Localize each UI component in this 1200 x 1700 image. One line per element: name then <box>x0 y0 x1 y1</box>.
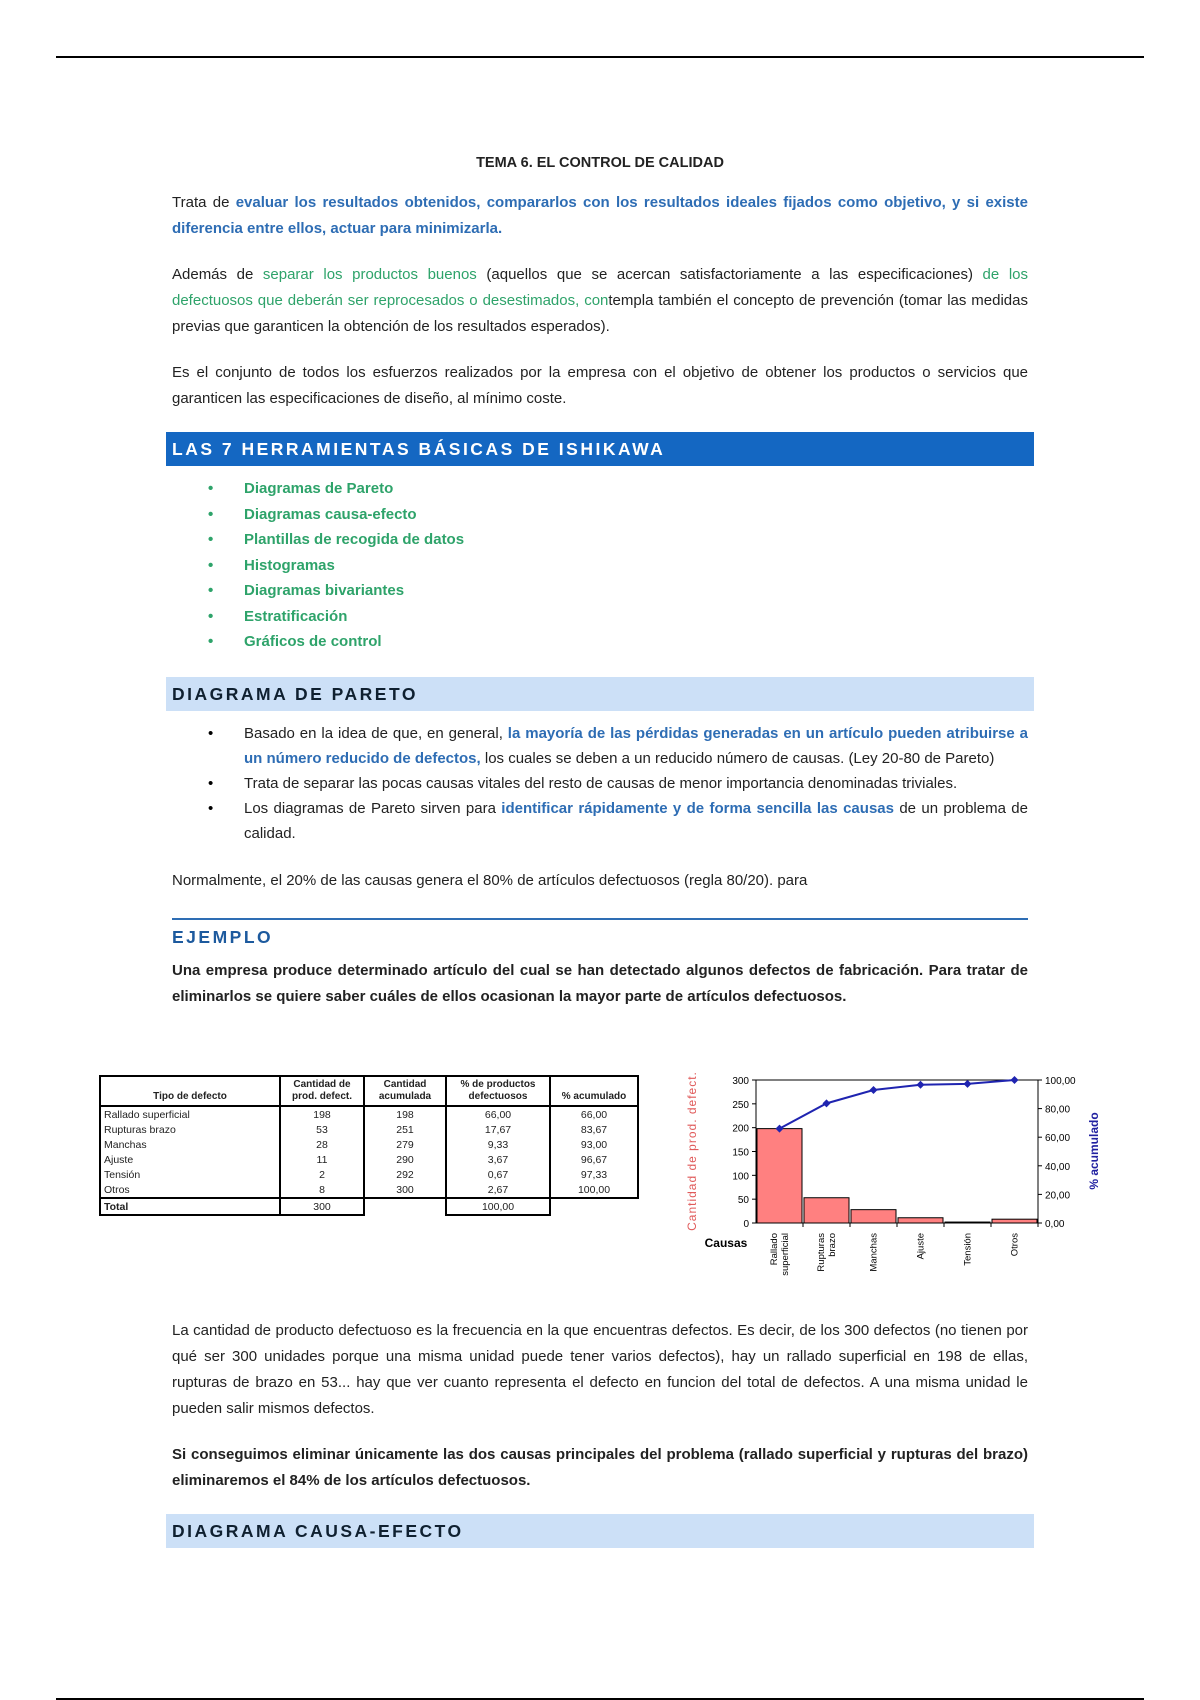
cumulative-line <box>780 1080 1015 1129</box>
cell: 198 <box>280 1106 364 1122</box>
bar <box>851 1210 896 1223</box>
ejemplo-text: Una empresa produce determinado artículo del cual se han detectado algunos defectos de fabricación. Para tratar de eliminarlos se quiere saber cuáles de ellos ocasionan la mayor parte de artículos defectuosos. <box>172 961 1028 1005</box>
y-tick-label: 200 <box>732 1123 749 1135</box>
text: Los diagramas de Pareto sirven para <box>244 799 502 817</box>
table-row <box>100 1137 638 1152</box>
cell: 17,67 <box>446 1122 550 1137</box>
defect-table <box>99 1075 639 1216</box>
y2-tick-label: 20,00 <box>1045 1190 1071 1202</box>
cell: 100,00 <box>550 1182 638 1198</box>
cell <box>364 1198 446 1215</box>
cell <box>550 1198 638 1215</box>
table-row <box>100 1152 638 1167</box>
section-heading-tools: LAS 7 HERRAMIENTAS BÁSICAS DE ISHIKAWA <box>166 432 1034 466</box>
y-tick-label: 150 <box>732 1147 749 1159</box>
cell: Tensión <box>100 1167 280 1182</box>
cell: 290 <box>364 1152 446 1167</box>
cumulative-point <box>870 1086 878 1094</box>
list-item: • Diagramas de Pareto <box>244 476 1028 502</box>
table-row <box>100 1182 638 1198</box>
list-item: • Gráficos de control <box>244 629 1028 655</box>
x-tick-label: Ajuste <box>915 1233 927 1260</box>
defect-table-wrap <box>99 1075 639 1216</box>
cell: 3,67 <box>446 1152 550 1167</box>
cell: 96,67 <box>550 1152 638 1167</box>
col-header: Cantidad de prod. defect. <box>280 1076 364 1106</box>
conclusion-block <box>172 1318 1028 1558</box>
list-item: • Plantillas de recogida de datos <box>244 527 1028 553</box>
conclusion-paragraph-2: Si conseguimos eliminar únicamente las dos causas principales del problema (rallado superficial y rupturas del brazo) eliminaremos el 84% de los artículos defectuosos. <box>172 1446 1028 1489</box>
highlight-text: separar los productos buenos <box>262 266 477 283</box>
highlight-text: la mayoría de las pérdidas generadas en un artículo pueden atribuirse a un número reducido de defectos, <box>244 724 1029 767</box>
cell: Total <box>100 1198 280 1215</box>
cumulative-point <box>917 1081 925 1089</box>
cell: 66,00 <box>550 1106 638 1122</box>
y2-axis-label: % acumulado <box>1087 1112 1101 1190</box>
y-tick-label: 300 <box>732 1076 749 1087</box>
conclusion-paragraph-1: La cantidad de producto defectuoso es la frecuencia en la que encuentras defectos. Es decir, de los 300 defectos (no tienen por qué ser 300 unidades porque una misma unidad puede tener varios defectos), hay un rallado superficial en 198 de ellas, rupturas de brazo en 53... hay que ver cuanto representa el defecto en funcion del total de defectos. A una misma unidad le pueden salir mismos defectos. <box>172 1322 1028 1417</box>
cell: 9,33 <box>446 1137 550 1152</box>
list-item: • Diagramas causa-efecto <box>244 502 1028 528</box>
y-tick-label: 50 <box>737 1195 749 1207</box>
cell: 251 <box>364 1122 446 1137</box>
cell: 53 <box>280 1122 364 1137</box>
ejemplo-heading: EJEMPLO <box>172 918 1028 950</box>
y-tick-label: 100 <box>732 1171 749 1183</box>
y-axis-label: Cantidad de prod. defect. <box>685 1071 699 1231</box>
cell: Rupturas brazo <box>100 1122 280 1137</box>
bar <box>945 1222 990 1223</box>
x-tick-label: brazo <box>827 1233 838 1257</box>
cell: 300 <box>364 1182 446 1198</box>
list-item <box>244 721 1028 771</box>
x-tick-label: Rallado <box>769 1233 780 1266</box>
cell: 93,00 <box>550 1137 638 1152</box>
text: de un problema de calidad. <box>244 799 1028 842</box>
list-item: • Diagramas bivariantes <box>244 578 1028 604</box>
cumulative-point <box>823 1099 831 1107</box>
section-heading-causa-efecto: DIAGRAMA CAUSA-EFECTO <box>166 1514 1034 1548</box>
header-rule <box>56 56 1144 58</box>
y2-tick-label: 100,00 <box>1045 1076 1076 1087</box>
list-item: • Trata de separar las pocas causas vitales del resto de causas de menor importancia denominadas triviales. <box>244 771 1028 796</box>
col-header: Cantidad acumulada <box>364 1076 446 1106</box>
cumulative-point <box>964 1080 972 1088</box>
x-axis-label: Causas <box>704 1236 748 1250</box>
cell: 198 <box>364 1106 446 1122</box>
col-header: Tipo de defecto <box>100 1076 280 1106</box>
highlight-text: identificar rápidamente y de forma sencilla las causas <box>501 799 894 817</box>
cell: 97,33 <box>550 1167 638 1182</box>
x-tick-label: Rupturas <box>816 1233 827 1272</box>
cell: Rallado superficial <box>100 1106 280 1122</box>
highlight-text: de los defectuosos que deberán ser reprocesados o desestimados, con <box>172 266 1028 309</box>
pareto-normal-text: Normalmente, el 20% de las causas genera el 80% de artículos defectuosos (regla 80/20). para <box>172 871 808 889</box>
x-tick-label: Otros <box>1009 1233 1021 1257</box>
bar <box>804 1198 849 1223</box>
cell: 0,67 <box>446 1167 550 1182</box>
intro-paragraph-2 <box>172 262 1028 340</box>
table-header-row <box>100 1076 638 1106</box>
pareto-chart <box>680 1065 1120 1295</box>
x-tick-label: Tensión <box>962 1233 974 1266</box>
cell: 300 <box>280 1198 364 1215</box>
text: Además de <box>172 266 263 283</box>
text: templa también el concepto de prevención (tomar las medidas previas que garanticen la obtención de los resultados esperados). <box>172 292 1028 335</box>
pareto-bullets <box>172 721 1028 846</box>
cumulative-point <box>1011 1076 1019 1084</box>
cell: 2,67 <box>446 1182 550 1198</box>
y-tick-label: 250 <box>732 1099 749 1111</box>
col-header: % acumulado <box>550 1076 638 1106</box>
text: los cuales se deben a un reducido número de causas. (Ley 20-80 de Pareto) <box>480 749 995 767</box>
table-row <box>100 1122 638 1137</box>
cell: 8 <box>280 1182 364 1198</box>
cell: 83,67 <box>550 1122 638 1137</box>
y2-tick-label: 60,00 <box>1045 1133 1071 1145</box>
cell: 100,00 <box>446 1198 550 1215</box>
x-tick-label: Manchas <box>868 1233 880 1272</box>
table-total-row <box>100 1198 638 1215</box>
text: Trata de <box>172 194 236 211</box>
list-item: • Estratificación <box>244 604 1028 630</box>
cell: 66,00 <box>446 1106 550 1122</box>
tools-list <box>172 476 1028 655</box>
highlight-text: evaluar los resultados obtenidos, compararlos con los resultados ideales fijados como objetivo, y si existe diferencia entre ellos, actuar para minimizarla. <box>172 194 1028 237</box>
table-row <box>100 1106 638 1122</box>
cell: Ajuste <box>100 1152 280 1167</box>
table-row <box>100 1167 638 1182</box>
intro-paragraph-3: Es el conjunto de todos los esfuerzos realizados por la empresa con el objetivo de obtener los productos o servicios que garanticen las especificaciones de diseño, al mínimo coste. <box>172 364 1028 407</box>
intro-paragraph-1 <box>172 190 1028 242</box>
list-item: • Histogramas <box>244 553 1028 579</box>
cell: 292 <box>364 1167 446 1182</box>
bar <box>992 1219 1037 1223</box>
y-tick-label: 0 <box>743 1219 749 1230</box>
bar <box>757 1129 802 1223</box>
cell: Otros <box>100 1182 280 1198</box>
text: (aquellos que se acercan satisfactoriamente a las especificaciones) <box>476 266 983 283</box>
cell: 2 <box>280 1167 364 1182</box>
page-content <box>172 150 1028 1030</box>
bar <box>898 1218 943 1223</box>
list-item <box>244 796 1028 846</box>
y2-tick-label: 0,00 <box>1045 1219 1065 1230</box>
page-title: TEMA 6. EL CONTROL DE CALIDAD <box>476 155 724 171</box>
section-heading-pareto: DIAGRAMA DE PARETO <box>166 677 1034 711</box>
pareto-chart-wrap <box>680 1065 1120 1300</box>
text: Basado en la idea de que, en general, <box>244 724 508 742</box>
cell: 279 <box>364 1137 446 1152</box>
y2-tick-label: 80,00 <box>1045 1104 1071 1116</box>
cell: 11 <box>280 1152 364 1167</box>
cell: 28 <box>280 1137 364 1152</box>
cell: Manchas <box>100 1137 280 1152</box>
y2-tick-label: 40,00 <box>1045 1161 1071 1173</box>
col-header: % de productos defectuosos <box>446 1076 550 1106</box>
x-tick-label: superficial <box>780 1233 791 1276</box>
